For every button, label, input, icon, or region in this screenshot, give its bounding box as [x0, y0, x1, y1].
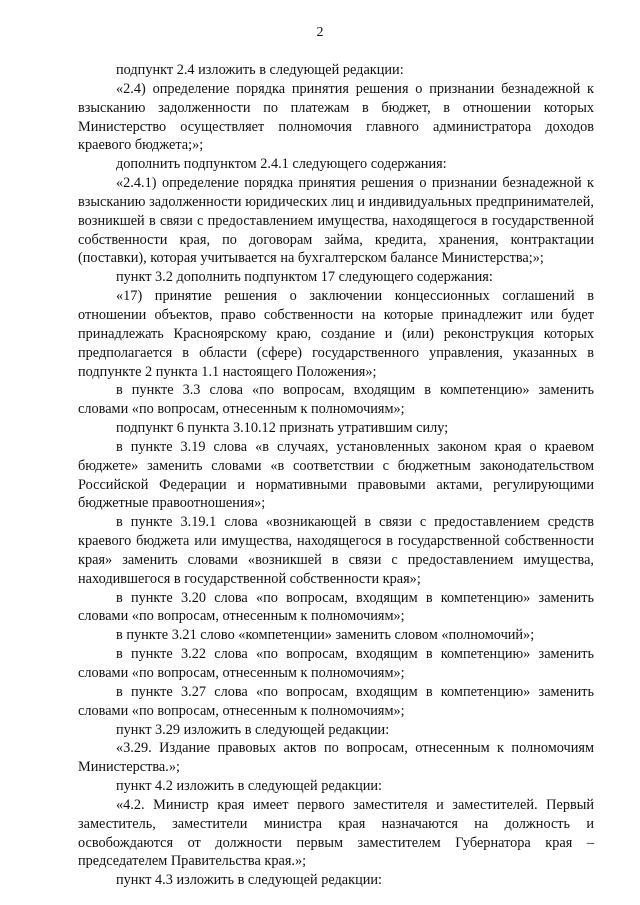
document-body [78, 61, 594, 890]
paragraph-5: пункт 3.2 дополнить подпунктом 17 следующего содержания: [116, 269, 493, 286]
paragraph-14: в пункте 3.27 слова «по вопросам, входящим в компетенцию» заменить словами «по вопросам, отнесенным к полномочиям»; [78, 683, 594, 719]
paragraph-3: дополнить подпунктом 2.4.1 следующего содержания: [116, 156, 447, 173]
paragraph-2: «2.4) определение порядка принятия решения о признании безнадежной к взысканию задолженности по платежам в бюджет, в отношении которых Министерство осуществляет полномочия главного администратора доходов краевого бюджета;»; [78, 80, 594, 154]
paragraph-1: подпункт 2.4 изложить в следующей редакции: [116, 62, 404, 78]
paragraph-6: «17) принятие решения о заключении концессионных соглашений в отношении объектов, право собственности на которые принадлежит или будет принадлежать Красноярскому краю, создание и (или) реконструкция которых предполагается в области (сфере) государственного управления, указанных в подпункте 2 пункта 1.1 настоящего Положения»; [78, 288, 594, 380]
paragraph-9: в пункте 3.19 слова «в случаях, установленных законом края о краевом бюджете» заменить словами «в соответствии с бюджетным законодательством Российской Федерации и нормативными правовыми актами, регулирующими бюджетные правоотношения»; [78, 438, 594, 512]
paragraph-8: подпункт 6 пункта 3.10.12 признать утратившим силу; [116, 420, 449, 437]
paragraph-15: пункт 3.29 изложить в следующей редакции: [116, 721, 390, 738]
paragraph-11: в пункте 3.20 слова «по вопросам, входящим в компетенцию» заменить словами «по вопросам, отнесенным к полномочиям»; [78, 589, 594, 625]
page-number: 2 [316, 25, 324, 40]
paragraph-17: пункт 4.2 изложить в следующей редакции: [116, 778, 383, 795]
paragraph-12: в пункте 3.21 слово «компетенции» заменить словом «полномочий»; [116, 627, 535, 644]
paragraph-16: «3.29. Издание правовых актов по вопросам, отнесенным к полномочиям Министерства.»; [78, 740, 594, 776]
paragraph-10: в пункте 3.19.1 слова «возникающей в связи с предоставлением средств краевого бюджета или имущества, находящегося в государственной собственности края» заменить словами «возникшей в связи с предоставлением имущества, находившегося в государственной собственности края»; [78, 514, 594, 587]
paragraph-19: пункт 4.3 изложить в следующей редакции: [116, 872, 383, 889]
paragraph-4: «2.4.1) определение порядка принятия решения о признании безнадежной к взысканию задолженности юридических лиц и индивидуальных предпринимателей, возникшей в связи с предоставлением имущества, находящегося в государственной собственности края, по договорам займа, кредита, хранения, контрактации (поставки), которая учитывается на бухгалтерском балансе Министерства;»; [78, 175, 594, 267]
paragraph-7: в пункте 3.3 слова «по вопросам, входящим в компетенцию» заменить словами «по вопросам, отнесенным к полномочиям»; [78, 382, 594, 418]
paragraph-13: в пункте 3.22 слова «по вопросам, входящим в компетенцию» заменить словами «по вопросам, отнесенным к полномочиям»; [78, 646, 594, 681]
paragraph-18: «4.2. Министр края имеет первого заместителя и заместителей. Первый заместитель, заместители министра края назначаются на должность и освобождаются от должности первым заместителем Губернатора края – председателем Правительства края.»; [78, 796, 594, 870]
